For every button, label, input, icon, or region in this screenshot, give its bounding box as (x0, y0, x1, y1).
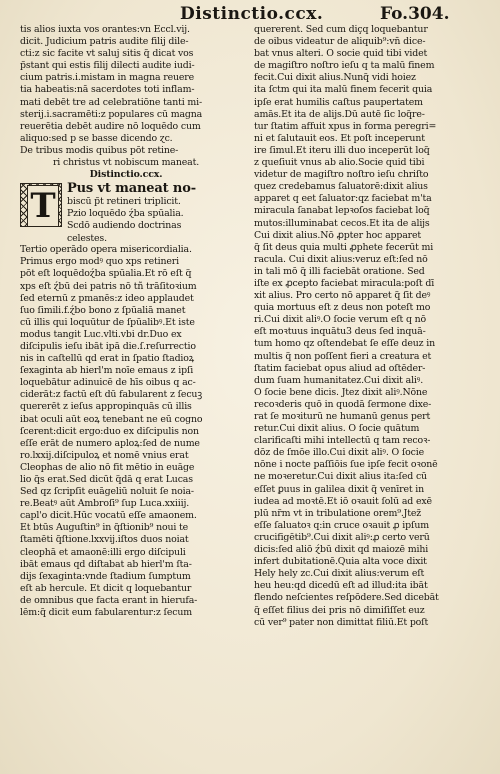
text-line: celestes. (67, 232, 107, 244)
rubric-line: ri christus vt nobiscum maneat. (52, 157, 200, 169)
text-line: mutos:illuminabat cecos.Et ita de alijs (254, 217, 430, 229)
text-line: ita ſctm qui ita malū finem fecerit quia (254, 84, 433, 96)
text-line: eſſe erāt de numero aploꝝ:ſed de nume (20, 437, 200, 449)
text-line: cleophā et amaonē:illi ergo diſcipuli (20, 546, 186, 558)
text-line: recoꝛderis quō in quodā ſermone dixe- (254, 398, 432, 410)
text-line: tis alios iuxta vos orantes:vn Eccl.vij. (20, 24, 190, 35)
text-line: tum homo qz oſtendebat ſe eſſe deuz in (254, 338, 436, 350)
text-line: ſcerent:dicit ergo:duo ex diſcipulis non (20, 425, 199, 437)
text-line: loquebātur adinuicē de hīs oibus q ac- (20, 377, 196, 389)
text-line: ri.Cui dixit aliꝰ.O ſocie verum eſt q nō (254, 314, 427, 326)
text-line: crucifigētib⁹.Cui dixit aliꝰ:ꝓ certo verū (254, 531, 430, 543)
decorated-initial-icon (20, 183, 62, 227)
text-line: Cui dixit alius.Nō ꝓpter hoc apparet (254, 229, 421, 241)
text-line: cū ver⁹ pater non dimittat filiū.Et poſt (254, 616, 429, 628)
text-line: dicis:ſed aliō ɀ́bū dixit qd maiozē mihi (254, 544, 429, 556)
text-line: infert dubitationē.Quia alta voce dixit (254, 556, 427, 568)
text-line: de magiſtro noſtro ieſu q ta malū finem (254, 60, 435, 72)
text-line: tur ſtatim affuit xpus in forma peregri= (254, 120, 437, 132)
left-column-top-text (20, 24, 232, 145)
text-line: quez credebamus ſaluatorē:dixit alius (254, 181, 428, 193)
text-line: reuerētia debēt audire nō loquēdo cum (20, 120, 201, 132)
text-line: iudea ad moꝛtē.Et iō oꝛauit ſolū ad exē (254, 495, 432, 507)
text-line: Et btūs Auguſtin⁹ in q̃ſtionib⁹ noui te (20, 522, 189, 534)
text-line: xit alius. Pro certo nō apparet q̃ ſit deꝰ (254, 290, 431, 302)
text-line: apparet q eet ſaluator:qz faciebat m'ta (254, 193, 432, 205)
text-line: miracula ſanabat lepꝛoſos faciebat loq̃ (254, 205, 430, 217)
text-line: ibāt emaus qd diſtabat ab hierl'm ſta- (20, 558, 192, 570)
text-line: dōz de ſmōe illo.Cui dixit aliꝰ. O ſocie (254, 447, 425, 459)
text-line: dijs ſexaginta:vnde ſtadium ſumptum (20, 570, 191, 582)
right-column (254, 24, 482, 629)
text-line: rat ſe moꝛiturū ne humanū genus pert (254, 411, 431, 422)
text-line: heu heu:qd dicedū eſt ad illud:ita ibāt (254, 580, 428, 592)
text-line: de oibus videatur de aliquib⁹:vn̄ dice- (254, 36, 426, 48)
text-line: eſſet ꝑuus in galilea dixit q̃ venīret in (254, 483, 425, 495)
text-line: mati debēt tre ad celebratiōne tanti mi- (20, 96, 203, 108)
text-line: ne moꝛeretur.Cui dixit alius ita:ſed cū (254, 471, 427, 483)
text-line: fecit.Cui dixit alius.Nunq̃ vidi hoiez (254, 72, 416, 84)
text-line: xps eſt ɀ́bū dei patris nō tñ trāſitoꝛium (20, 280, 197, 292)
text-line: Pzio loquēdo ɀ́ba spūalia. (67, 208, 184, 220)
text-line: ni et ſalutauit eos. Et poſt inceperunt (254, 132, 425, 144)
text-line: de omnibus que facta erant in hierufa- (20, 594, 198, 606)
text-line: cium patris.i.mistam in magna reuere (20, 72, 195, 84)
text-line: z queſiuit vnus ab alio.Socie quid tibi (254, 157, 425, 169)
text-line: ſed eternū z pmanēs:z ideo applaudet (20, 292, 194, 304)
text-line: nis in caſtellū qd erat in ſpatio ſtadioꝝ (20, 353, 195, 365)
text-line: pōt eſt loquēdoɀ́ba spūalia.Et rō eſt q̃ (20, 268, 192, 280)
text-line: biscū p̃t retineri triplicit. (67, 196, 181, 208)
text-line: Tertio operādo opera misericordialia. (20, 244, 192, 256)
text-line: Cleophas de alio nō fit mētio in euāge (20, 461, 195, 473)
text-line: modus tangit Luc.vlti.vbi dr.Duo ex (20, 328, 182, 340)
text-line: quererēt z ieſus appropinquās cū illis (20, 401, 192, 413)
text-line: ſuo ſimili.f.ɀ́bo bono z ſpūaliā manet (20, 304, 186, 316)
text-line: cū illis qui loquūtur de ſpūalibꝰ.Et iste (20, 316, 195, 328)
text-line: ſtatim faciebat opus aliud ad oſtēder- (254, 362, 426, 374)
text-line: cti:z sic facite vt saluj sitis q̃ dicat vos (20, 48, 194, 60)
text-line: Sed qz ſcripſit euāgeliū noluit ſe noia- (20, 486, 194, 498)
text-line: nōne i nocte paſſiōis ſue ipſe fecit oꝛonē (254, 459, 438, 471)
text-line: lēm:q̃ dicit eum fabularentur:z ſecum (20, 607, 192, 619)
left-column-body-text (20, 244, 232, 619)
text-line: lio q̃s erat.Sed dicūt q̃dā q erat Lucas (20, 474, 193, 485)
decorated-initial-block (20, 183, 232, 243)
text-line: ciderāt:z factū eſt dū fabularent z ſecuꝫ (20, 389, 202, 401)
text-line: ſexaginta ab hierl'm noīe emaus z ipſi (20, 365, 194, 377)
text-line: re.Beatꝰ aūt Ambroſi⁹ ſup Luca.xxiiij. (20, 498, 190, 510)
text-line: Hely hely zc.Cui dixit alius:verum eſt (254, 568, 425, 580)
text-line: racula. Cui dixit alius:veruz eſt:ſed nō (254, 253, 428, 265)
text-line: capl'o dicit.Hūc vocatū eſſe amaonem. (20, 510, 197, 522)
text-line: Pus vt maneat no- (67, 181, 196, 197)
text-line: p̃stant qui estis filij dilecti audite iudi- (20, 60, 195, 72)
text-line: videtur de magiſtro noſtro ieſu chriſto (254, 169, 429, 181)
running-head: Distinctio.ccx. (180, 4, 324, 24)
folio-number: Fo.304. (380, 4, 450, 24)
text-line: O ſocie bene dicis. Jtez dixit aliꝰ.Nōne (254, 386, 428, 398)
text-line: iſte ex ꝓcepto faciebat miracula:poſt dī (254, 277, 435, 289)
text-line: plū nr̃m vt in tribulatione orem⁹.Jtez̃ (254, 507, 422, 519)
text-line: q̃ ſit deus quia multi ꝓphete fecerūt mi (254, 241, 434, 253)
initial-side-text (67, 183, 232, 244)
text-line: retur.Cui dixit alius. O ſocie quātum (254, 423, 420, 435)
text-line: Scdō audiendo doctrinas (67, 220, 182, 232)
text-line: aliquo:sed p se basse dicendo ɀc. (20, 132, 173, 144)
right-column-body-text (254, 24, 482, 629)
section-heading: Distinctio.ccx. (89, 169, 163, 181)
initial-letter: T (27, 185, 59, 227)
text-line: bat vnus alteri. O socie quid tibi videt (254, 48, 428, 60)
text-line: in tali mō q̃ illi faciebāt oratione. Sed (254, 265, 425, 277)
text-line: eſt moꝛtuus inquātu3 deus ſed inquā- (254, 326, 426, 338)
text-line: diſcipulis ieſu ibāt ipā die.ſ.reſurrectio (20, 340, 196, 352)
text-line: dicit. Judicium patris audite filij dile- (20, 36, 189, 48)
text-line: ibat oculi aūt eoꝝ tenebant ne eū cogno (20, 413, 203, 425)
text-line: q̃ eſſet filius dei pris nō dimiſiſſet euz (254, 604, 425, 616)
text-line: Primus ergo modꝰ quo xps retineri (20, 256, 179, 268)
text-line: eſt ab hercule. Et dicit q loquebantur (20, 582, 192, 594)
text-line: eſſe ſaluatoꝛ q:in cruce oꝛauit ꝓ ipſum (254, 519, 429, 531)
text-line: ro.lxxij.diſcipuloꝝ et nomē vnius erat (20, 449, 189, 461)
text-line: tia habeatis:nā sacerdotes toti inflam- (20, 84, 195, 96)
rubric-line: De tribus modis quibus pōt retine- (20, 144, 179, 156)
left-column (20, 24, 232, 619)
text-line: sterij.i.sacramēti:z populares cū magna (20, 108, 203, 120)
text-line: clarificaſti mihi intellectū q tam recoꝛ- (254, 435, 431, 447)
text-line: ire ſimul.Et iteru illi duo inceperūt loq̃ (254, 144, 430, 156)
text-line: multis q̃ non poſſent fieri a creatura et (254, 350, 432, 362)
text-line: flendo neſcientes reſpōdere.Sed dicebāt (254, 592, 439, 604)
text-line: amās.Et ita de alijs.Dū autē ſic loq̃re- (254, 108, 425, 120)
text-line: ipſe erat humilis caſtus paupertatem (254, 96, 423, 108)
text-line: quia mortuus eſt z deus non poteſt mo (254, 302, 431, 314)
text-line: quererent. Sed cum diçq loquebantur (254, 24, 428, 35)
text-line: dum ſuam humanitatez.Cui dixit aliꝰ. (254, 374, 424, 386)
text-line: ſtamēti q̃ſtione.lxxvij.iſtos duos noiat (20, 534, 189, 546)
